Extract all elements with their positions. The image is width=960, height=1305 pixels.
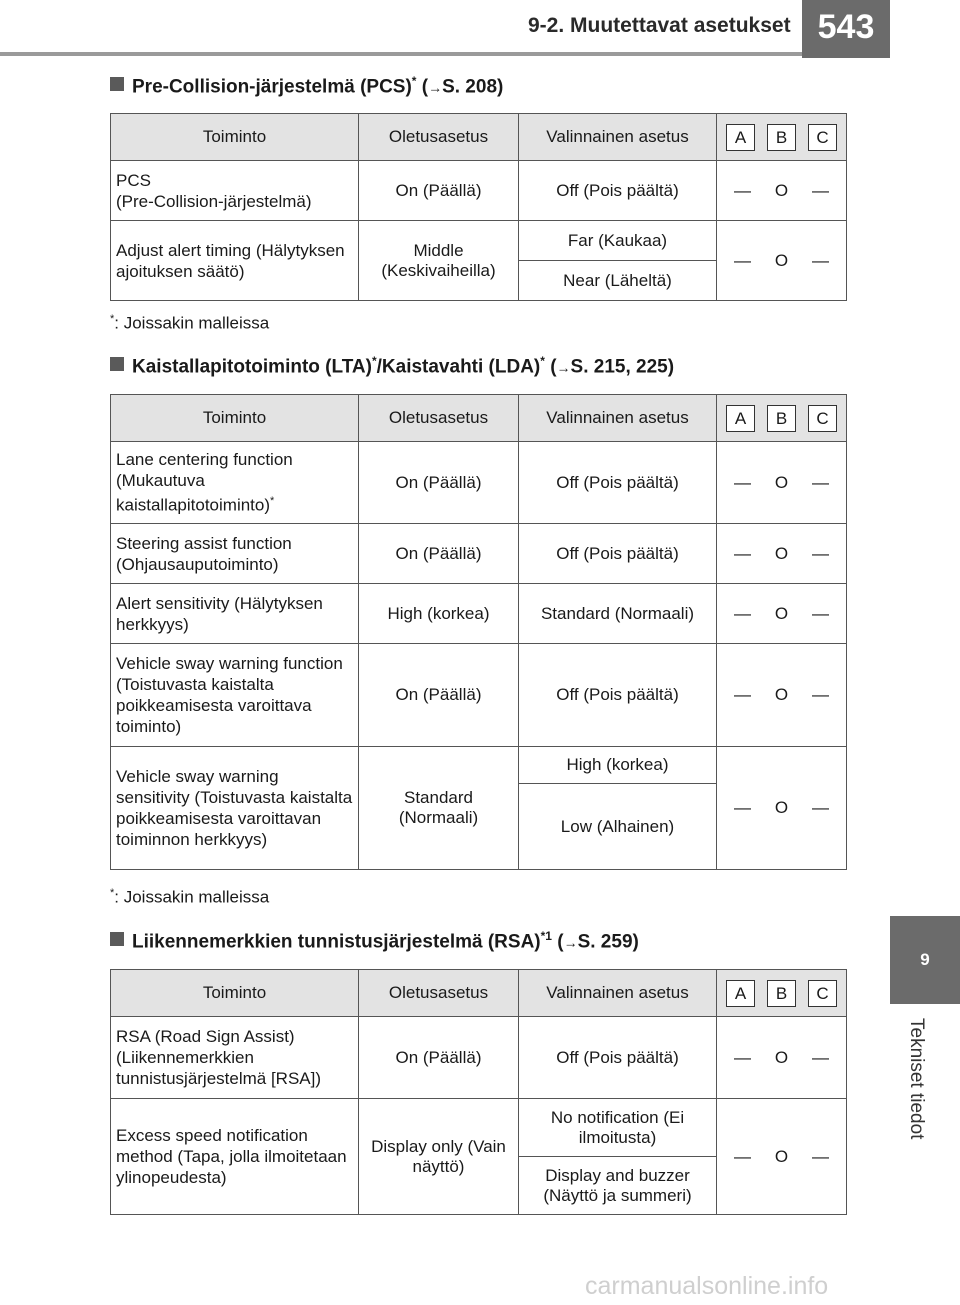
table-row: Lane centering function (Mukautuva kaistallapitotoiminto)* On (Päällä) Off (Pois päältä) — O — [111, 442, 847, 524]
table-row: Low (Alhainen) [111, 784, 847, 870]
lta-table [110, 394, 847, 870]
header-rule [0, 52, 890, 56]
table-row: Vehicle sway warning function (Toistuvasta kaistalta poikkeamisesta varoittava toiminto) On (Päällä) Off (Pois päältä) — O — [111, 644, 847, 747]
table-header-row: Toiminto Oletusasetus Valinnainen asetus A B C [111, 970, 847, 1017]
table-header-row: Toiminto Oletusasetus Valinnainen asetus A B C [111, 114, 847, 161]
pcs-heading: Pre-Collision-järjestelmä (PCS)* (→S. 208) [110, 74, 503, 98]
heading-bullet [110, 77, 124, 91]
table-row: Display and buzzer (Näyttö ja summeri) [111, 1157, 847, 1215]
table-row: Near (Läheltä) [111, 261, 847, 301]
pcs-table [110, 113, 847, 301]
table-row: RSA (Road Sign Assist) (Liikennemerkkien tunnistusjärjestelmä [RSA]) On (Päällä) Off (Pois päältä) — O — [111, 1017, 847, 1099]
lta-heading: Kaistallapitotoiminto (LTA)*/Kaistavahti (LDA)* (→S. 215, 225) [110, 354, 674, 378]
table-row: Adjust alert timing (Hälytyksen ajoituksen säätö) Middle (Keskivaiheilla) Far (Kaukaa) — O — [111, 221, 847, 261]
section-title: 9-2. Muutettavat asetukset [528, 14, 791, 37]
rsa-heading: Liikennemerkkien tunnistusjärjestelmä (RSA)$^{*1}$ (→S. 259) [110, 929, 639, 953]
heading-bullet [110, 932, 124, 946]
page-number: 543 [817, 8, 875, 46]
chapter-label: Tekniset tiedot [906, 1018, 927, 1140]
table-row: Alert sensitivity (Hälytyksen herkkyys) High (korkea) Standard (Normaali) — O — [111, 584, 847, 644]
table-row: PCS (Pre-Collision-järjestelmä) On (Päällä) Off (Pois päältä) — O — [111, 161, 847, 221]
rsa-table [110, 969, 847, 1215]
footnote: *: Joissakin malleissa [110, 887, 270, 907]
table-row: Vehicle sway warning sensitivity (Toistuvasta kaistalta poikkeamisesta varoittavan toiminnon herkkyys) Standard (Normaali) High (korkea) — O — [111, 747, 847, 784]
footnote: *: Joissakin malleissa [110, 313, 270, 333]
table-header-row: Toiminto Oletusasetus Valinnainen asetus A B C [111, 395, 847, 442]
table-row: Excess speed notification method (Tapa, jolla ilmoitetaan ylinopeudesta) Display only (Vain näyttö) No notification (Ei ilmoitusta) — O — [111, 1099, 847, 1157]
heading-bullet [110, 357, 124, 371]
chapter-number: 9 [920, 950, 930, 969]
table-row: Steering assist function (Ohjausauputoiminto) On (Päällä) Off (Pois päältä) — O — [111, 524, 847, 584]
watermark: carmanualsonline.info [585, 1272, 829, 1300]
